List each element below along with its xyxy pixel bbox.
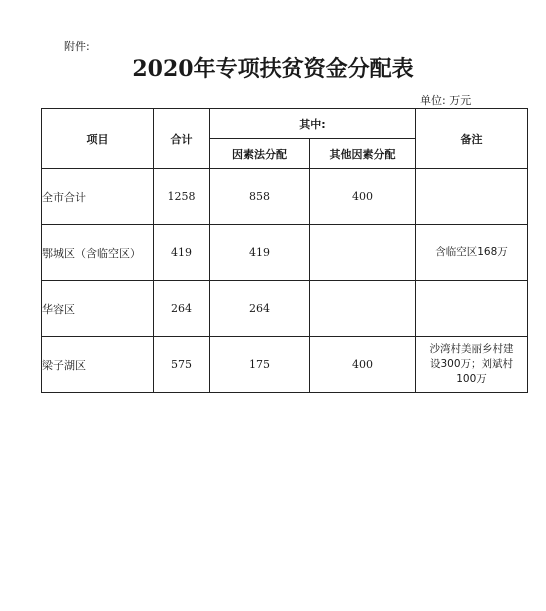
row-other bbox=[310, 281, 416, 337]
row-total: 1258 bbox=[154, 169, 210, 225]
row-total: 575 bbox=[154, 337, 210, 393]
row-item: 梁子湖区 bbox=[42, 337, 154, 393]
unit-label: 单位: 万元 bbox=[420, 94, 472, 107]
remark-line: 沙湾村美丽乡村建 bbox=[429, 343, 514, 355]
header-factor: 因素法分配 bbox=[210, 139, 310, 169]
document-title: 2020年专项扶贫资金分配表 bbox=[132, 56, 414, 82]
row-remark bbox=[416, 337, 528, 393]
row-item: 华容区 bbox=[42, 281, 154, 337]
row-factor: 858 bbox=[210, 169, 310, 225]
row-other: 400 bbox=[310, 169, 416, 225]
row-other bbox=[310, 225, 416, 281]
row-other: 400 bbox=[310, 337, 416, 393]
row-item: 全市合计 bbox=[42, 169, 154, 225]
row-item: 鄂城区（含临空区） bbox=[42, 225, 154, 281]
row-factor: 175 bbox=[210, 337, 310, 393]
remark-line: 100万 bbox=[456, 373, 487, 385]
attachment-label: 附件: bbox=[64, 40, 90, 53]
remark-line: 设300万；刘斌村 bbox=[429, 358, 514, 370]
table-row bbox=[42, 225, 528, 281]
row-remark bbox=[416, 169, 528, 225]
header-item: 项目 bbox=[42, 109, 154, 169]
row-total: 419 bbox=[154, 225, 210, 281]
header-remark: 备注 bbox=[416, 109, 528, 169]
table-row bbox=[42, 169, 528, 225]
header-total: 合计 bbox=[154, 109, 210, 169]
row-total: 264 bbox=[154, 281, 210, 337]
allocation-table bbox=[41, 108, 528, 393]
row-remark bbox=[416, 281, 528, 337]
row-factor: 264 bbox=[210, 281, 310, 337]
row-remark bbox=[416, 225, 528, 281]
table-row bbox=[42, 281, 528, 337]
header-other: 其他因素分配 bbox=[310, 139, 416, 169]
table-row bbox=[42, 337, 528, 393]
remark-line: 含临空区168万 bbox=[435, 246, 508, 258]
header-among: 其中: bbox=[210, 109, 416, 139]
row-factor: 419 bbox=[210, 225, 310, 281]
